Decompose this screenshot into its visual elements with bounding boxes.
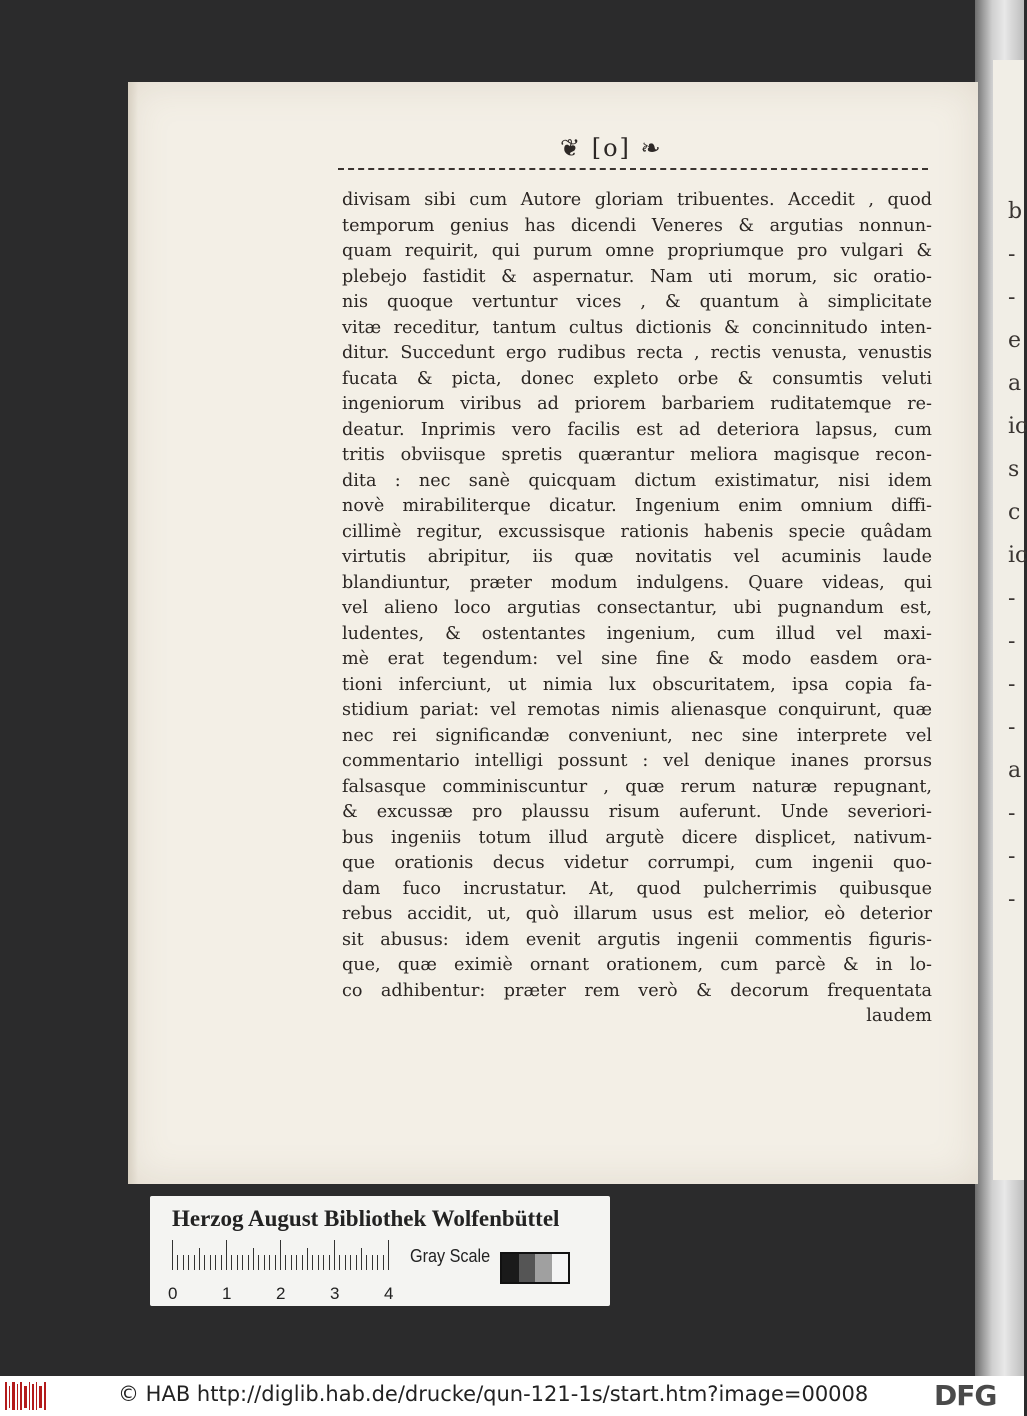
ruler-tick — [215, 1255, 216, 1270]
gray-swatch — [552, 1254, 569, 1282]
ruler-tick — [388, 1240, 389, 1270]
ruler-tick — [302, 1255, 303, 1270]
gray-scale-swatches — [500, 1252, 570, 1284]
catchword: laudem — [866, 1006, 932, 1026]
ruler-tick — [183, 1255, 184, 1270]
copyright-link[interactable]: © HAB http://diglib.hab.de/drucke/qun-121-1s/start.htm?image=00008 — [118, 1382, 869, 1406]
ruler-tick — [237, 1255, 238, 1270]
facing-letter: a — [1008, 758, 1022, 783]
gray-scale-label: Gray Scale — [410, 1246, 491, 1266]
gray-swatch — [519, 1254, 536, 1282]
ruler-number: 3 — [330, 1284, 340, 1303]
barcode-icon — [4, 1380, 48, 1412]
facing-letter: ic — [1008, 543, 1027, 568]
text-line: que orationis decus videtur corrumpi, cum ingenii quo- — [342, 853, 932, 873]
text-line: dita : nec sanè quicquam dictum existimatur, nisi idem — [342, 470, 932, 491]
measurement-ruler — [172, 1240, 392, 1270]
text-line: ditur. Succedunt ergo rudibus recta , rectis venusta, venustis — [342, 343, 932, 363]
ruler-tick — [329, 1255, 330, 1270]
ruler-tick — [350, 1255, 351, 1270]
facing-letter: - — [1008, 887, 1016, 912]
library-name: Herzog August Bibliothek Wolfenbüttel — [172, 1206, 560, 1231]
ruler-tick — [204, 1255, 205, 1270]
text-line: novè mirabiliterque dicatur. Ingenium enim omnium diffi- — [342, 496, 932, 516]
ruler-tick — [194, 1255, 195, 1270]
text-line: falsasque comminiscuntur , quæ rerum naturæ repugnant, — [342, 776, 932, 797]
facing-letter: - — [1008, 844, 1016, 869]
ruler-number: 2 — [276, 1284, 286, 1303]
facing-letter: e — [1008, 328, 1022, 353]
text-line: mè erat tegendum: vel sine fine & modo easdem ora- — [342, 649, 932, 669]
text-line: tritis obviisque spretis quærantur meliora magisque recon- — [342, 445, 932, 465]
ruler-tick — [280, 1240, 281, 1270]
text-line: virtutis abripitur, iis quæ novitatis vel acuminis laude — [342, 547, 932, 567]
text-line: temporum genius has dicendi Veneres & argutias nonnun- — [342, 215, 932, 236]
ruler-tick — [312, 1255, 313, 1270]
header-rule — [338, 168, 928, 170]
ruler-tick — [199, 1248, 200, 1270]
ruler-tick — [323, 1255, 324, 1270]
ruler-tick — [361, 1248, 362, 1270]
text-line: sit abusus: idem evenit argutis ingenii commentis figuris- — [342, 929, 932, 950]
text-line: tioni inferciunt, ut nimia lux obscuritatem, ipsa copia fa- — [342, 674, 932, 695]
text-line: co adhibentur: præter rem verò & decorum frequentata — [342, 980, 932, 1001]
ruler-tick — [372, 1255, 373, 1270]
page-header — [338, 134, 928, 174]
ruler-tick — [285, 1255, 286, 1270]
gray-swatch — [535, 1254, 552, 1282]
ruler-tick — [172, 1240, 173, 1270]
facing-letter: ic — [1008, 414, 1027, 439]
text-line: quam requirit, qui purum omne propriumque pro vulgari & — [342, 241, 932, 261]
ruler-tick — [253, 1248, 254, 1270]
page-number-ornament: ❦ [o] ❧ — [560, 134, 663, 162]
facing-letter: s — [1008, 457, 1020, 482]
facing-letter: - — [1008, 242, 1016, 267]
text-line: plebejo fastidit & aspernatur. Nam uti morum, sic oratio- — [342, 266, 932, 287]
ruler-tick — [296, 1255, 297, 1270]
ruler-tick — [231, 1255, 232, 1270]
ruler-tick — [177, 1255, 178, 1270]
ruler-tick — [269, 1255, 270, 1270]
facing-letter: b — [1008, 199, 1023, 224]
ruler-tick — [264, 1255, 265, 1270]
text-line: que, quæ eximiè ornant orationem, cum parcè & in lo- — [342, 955, 932, 975]
text-line: deatur. Inprimis vero facilis est ad deteriora lapsus, cum — [342, 419, 932, 440]
text-line: bus ingeniis totum illud argutè dicere displicet, nativum- — [342, 827, 932, 848]
text-line: nis quoque vertuntur vices , & quantum à simplicitate — [342, 292, 932, 312]
ruler-tick — [242, 1255, 243, 1270]
facing-letter: - — [1008, 285, 1016, 310]
ruler-tick — [248, 1255, 249, 1270]
ruler-number: 4 — [384, 1284, 394, 1303]
ruler-tick — [291, 1255, 292, 1270]
viewer-footer — [0, 1376, 1024, 1416]
ruler-tick — [188, 1255, 189, 1270]
library-label-card — [150, 1196, 610, 1306]
ruler-tick — [334, 1240, 335, 1270]
ruler-number: 1 — [222, 1284, 232, 1303]
text-line: fucata & picta, donec expleto orbe & consumtis veluti — [342, 368, 932, 389]
ruler-tick — [339, 1255, 340, 1270]
facing-page-letters — [1008, 190, 1027, 921]
text-line: stidium pariat: vel remotas nimis alienasque conquirunt, quæ — [342, 700, 932, 720]
ruler-tick — [366, 1255, 367, 1270]
facing-letter: - — [1008, 629, 1016, 654]
ruler-number: 0 — [168, 1284, 178, 1303]
text-line: vitæ receditur, tantum cultus dictionis & concinnitudo inten- — [342, 317, 932, 338]
text-line: commentario intelligi possunt : vel denique inanes prorsus — [342, 751, 932, 771]
text-line: vel alieno loco argutias consectantur, ubi pugnandum est, — [342, 598, 932, 618]
ruler-tick — [226, 1240, 227, 1270]
ruler-tick — [383, 1255, 384, 1270]
ruler-tick — [307, 1248, 308, 1270]
text-line: ingeniorum viribus ad priorem barbariem ruditatemque re- — [342, 394, 932, 414]
ruler-tick — [258, 1255, 259, 1270]
body-text — [342, 188, 932, 1030]
facing-letter: - — [1008, 586, 1016, 611]
ruler-tick — [345, 1255, 346, 1270]
text-line: cillimè regitur, excussisque rationis habenis specie quâdam — [342, 521, 932, 542]
ruler-tick — [210, 1255, 211, 1270]
facing-letter: - — [1008, 801, 1016, 826]
ruler-tick — [275, 1255, 276, 1270]
facing-letter: - — [1008, 715, 1016, 740]
text-line: dam fuco incrustatur. At, quod pulcherrimis quibusque — [342, 878, 932, 899]
dfg-logo: DFG — [934, 1379, 997, 1412]
text-line: nec rei significandæ conveniunt, nec sine interprete vel — [342, 725, 932, 746]
book-page — [128, 82, 978, 1184]
text-line: ludentes, & ostentantes ingenium, cum illud vel maxi- — [342, 623, 932, 644]
text-line: blandiuntur, præter modum indulgens. Quare videas, qui — [342, 572, 932, 593]
ruler-tick — [377, 1255, 378, 1270]
facing-letter: a — [1008, 371, 1022, 396]
ruler-tick — [318, 1255, 319, 1270]
text-line: rebus accidit, ut, quò illarum usus est melior, eò deterior — [342, 904, 932, 924]
ruler-tick — [356, 1255, 357, 1270]
text-line: & excussæ pro plaussu risum auferunt. Unde severiori- — [342, 802, 932, 822]
facing-letter: - — [1008, 672, 1016, 697]
text-line: divisam sibi cum Autore gloriam tribuentes. Accedit , quod — [342, 190, 932, 210]
gray-swatch — [502, 1254, 519, 1282]
ruler-tick — [221, 1255, 222, 1270]
facing-letter: c — [1008, 500, 1021, 525]
